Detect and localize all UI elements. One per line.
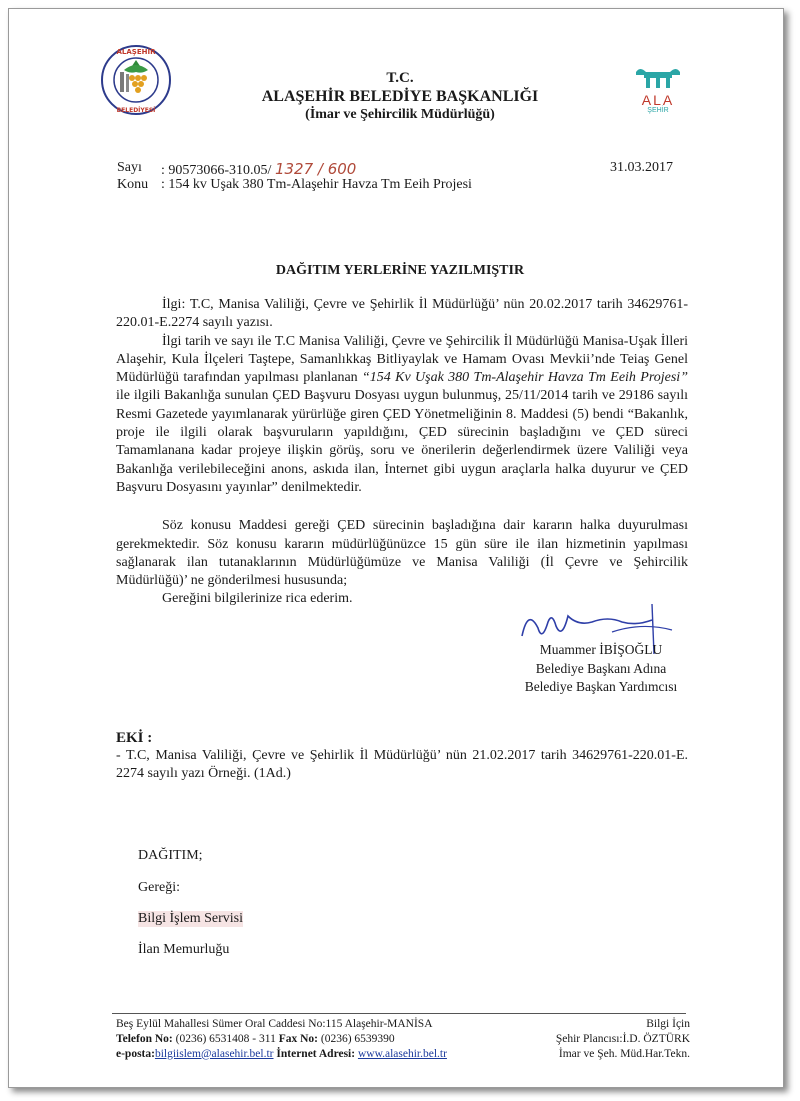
fax-label: Fax No: (278, 1032, 318, 1045)
signature-block (506, 641, 696, 697)
sayi-label: Sayı (117, 160, 142, 175)
logo-ala-text: ALA (641, 92, 675, 108)
tel-value: (0236) 6531408 - 311 (172, 1032, 279, 1045)
konu-label: Konu (117, 177, 149, 192)
attachment-section (116, 729, 688, 783)
distribution-gereği: Gereği: (138, 880, 180, 895)
distribution-item-it: Bilgi İşlem Servisi (138, 911, 243, 926)
web-label: İnternet Adresi: (273, 1047, 356, 1060)
footer-phones (116, 1032, 516, 1047)
footer-web (116, 1047, 516, 1062)
attachment-label: EKİ : (116, 730, 153, 746)
distribution-item-ilan: İlan Memurluğu (138, 942, 230, 957)
document-body (116, 296, 688, 609)
document-date: 31.03.2017 (610, 160, 673, 175)
footer-contact (116, 1017, 516, 1061)
footer-divider (112, 1013, 686, 1014)
footer-info-title: Bilgi İçin (646, 1018, 690, 1030)
logo-sehir-text: ŞEHİR (647, 107, 669, 114)
signer-role-1: Belediye Başkanı Adına (535, 660, 667, 676)
konu-value: : 154 kv Uşak 380 Tm-Alaşehir Havza Tm Eeih Projesi (161, 177, 472, 192)
footer-info-dept: İmar ve Şeh. Müd.Har.Tekn. (558, 1047, 690, 1060)
logo-top-text: ALAŞEHİR (116, 48, 156, 56)
signer-name: Muammer İBİŞOĞLU (539, 642, 663, 657)
paragraph-main-part2: ile ilgili Bakanlığa sunulan ÇED Başvuru Dosyası uygun bulunmuş, 25/11/2014 tarih ve 29186 sayılı Resmi Gazetede yayımlanarak yürürlüğe giren ÇED Yönetmeliğinin 8. Maddesi (5) bendi “Bakanlık, proje ile ilgili olarak başvuruların yapıldığını, ÇED sürecinin başladığını ve ÇED süreci Tamamlanana kadar projeye ilişkin görüş, soru ve önerilerin değerlendirmek üzere Valiliği veya Bakanlığa verilebileceğini anons, askıda ilan, İnternet gibi uygun araçlarla halka duyurur ve ÇED Başvuru Dosyasını yayınlar” denilmektedir. (116, 388, 688, 495)
sayi-handwritten: 1327 / 600 (274, 160, 357, 178)
signer-role-2: Belediye Başkan Yardımcısı (524, 679, 678, 694)
email-label: e-posta: (116, 1047, 155, 1060)
web-link[interactable]: www.alasehir.bel.tr (357, 1047, 447, 1060)
email-link[interactable]: bilgiislem@alasehir.bel.tr (154, 1047, 274, 1060)
header-municipality: ALAŞEHİR BELEDİYE BAŞKANLIĞI (261, 88, 539, 105)
paragraph-requirement: Söz konusu Maddesi gereği ÇED sürecinin başladığına dair kararın halka duyurulması gerekmektedir. Söz konusu kararın müdürlüğünüzce 15 gün süre ile ilan hizmetinin yapılması sağlanarak ilan tutanaklarının Müdürlüğümüze ve Manisa Valiliği (İl Çevre ve Şehircilik Müdürlüğü)’ ne gönderilmesi hususunda; (116, 518, 688, 589)
attachment-text: - T.C, Manisa Valiliği, Çevre ve Şehirlik İl Müdürlüğü’ nün 21.02.2017 tarih 34629761-220.01-E. 2274 sayılı yazı Örneği. (1Ad.) (116, 748, 688, 781)
header-department: (İmar ve Şehircilik Müdürlüğü) (305, 107, 495, 122)
footer-info (500, 1017, 690, 1061)
paragraph-ilgi: İlgi: T.C, Manisa Valiliği, Çevre ve Şehirlik İl Müdürlüğü’ nün 20.02.2017 tarih 34629761-220.01-E.2274 sayılı yazısı. (116, 297, 688, 331)
paragraph-main (116, 333, 688, 498)
distribution-label: DAĞITIM; (138, 848, 203, 863)
paragraph-main-part1: İlgi tarih ve sayı ile T.C Manisa Valiliği, Çevre ve Şehircilik İl Müdürlüğü Manisa-Uşak İlleri Alaşehir, Kula İlçeleri Taştepe, Samanlıkkaş Bitliyaylak ve Hamam Ovası Mevkii’nde Teiaş Genel Müdürlüğü tarafından yapılması planlanan (116, 333, 688, 386)
document-title: DAĞITIM YERLERİNE YAZILMIŞTIR (275, 263, 525, 278)
logo-bottom-text: BELEDİYESİ (116, 107, 156, 114)
footer-address: Beş Eylül Mahallesi Sümer Oral Caddesi No:115 Alaşehir-MANİSA (116, 1018, 433, 1030)
project-name-italic: “154 Kv Uşak 380 Tm-Alaşehir Havza Tm Eeih Projesi” (362, 370, 688, 386)
header-tc: T.C. (386, 70, 414, 86)
paragraph-closing: Gereğini bilgilerinize rica ederim. (162, 591, 353, 607)
sayi-number: : 90573066-310.05/ (161, 163, 272, 178)
footer-info-planner: Şehir Plancısı:İ.D. ÖZTÜRK (555, 1032, 690, 1045)
tel-label: Telefon No: (116, 1032, 173, 1045)
fax-value: (0236) 6539390 (318, 1032, 395, 1045)
